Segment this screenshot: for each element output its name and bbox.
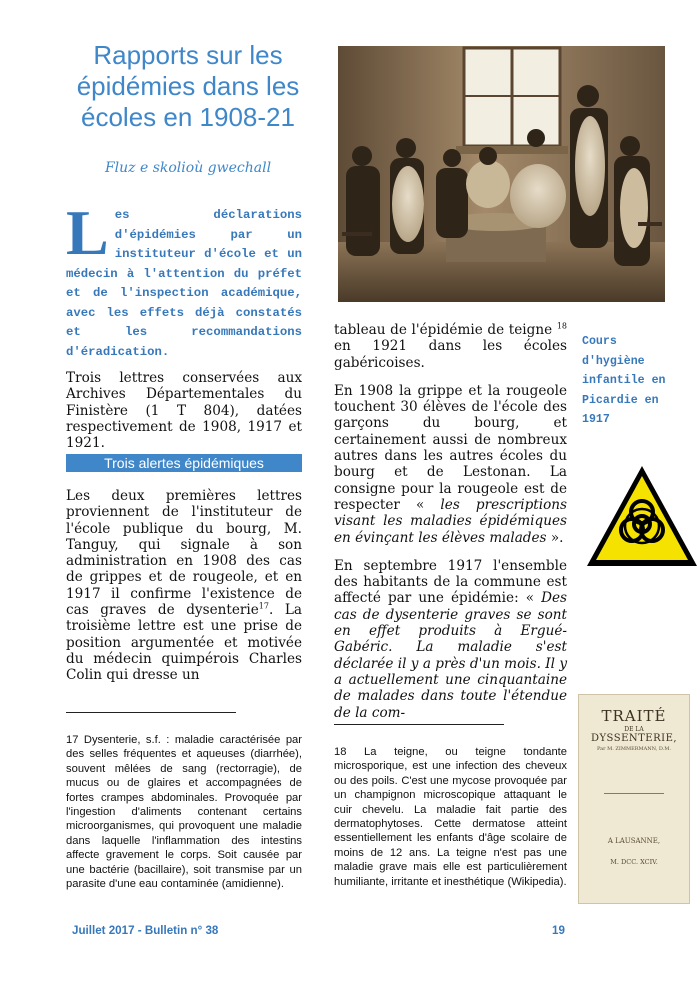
- col2-text: ».: [546, 529, 564, 546]
- title-line: épidémies dans les: [76, 71, 300, 101]
- footnote-divider: [66, 712, 236, 713]
- quote: Des cas de dysenterie graves se sont en effet produits à Ergué-Gabéric. La maladie s'est déclarée il y a près d'un mois. Il y a actuellement une cinquantaine de malades dans toute l'étendue de la com-: [334, 590, 567, 721]
- footnote-17: 17 Dysenterie, s.f. : maladie caractérisée par des selles fréquentes et aqueuses (diarrhée), souvent mêlées de sang (rectorragie), de mucus ou de glaires et accompagnées de fortes crampes abdominales. Provoquée par l'ingestion d'aliments contenant certains microorganismes, qui provoquent une maladie dans laquelle l'inflammation des intestins affecte gravement le corps. Soit causée par une bactérie (bacillaire), soit transmise par un parasite d'une eau contaminée (amidienne).: [66, 734, 302, 891]
- book-cover-image: [578, 694, 690, 904]
- title-line: Rapports sur les: [93, 40, 283, 70]
- col2-text: tableau de l'épidémie de teigne: [334, 322, 553, 338]
- footer-issue: Juillet 2017 - Bulletin n° 38: [72, 924, 219, 937]
- biohazard-icon: [584, 462, 700, 570]
- col2-text: en 1921 dans les écoles gabéricoises.: [334, 338, 567, 371]
- title-line: écoles en 1908-21: [81, 102, 295, 132]
- book-de: DE LA: [624, 726, 644, 733]
- photo-image: [338, 46, 665, 302]
- book-author: Par M. ZIMMERMANN, D.M.: [597, 746, 671, 752]
- lead-text: es déclarations d'épidémies par un instituteur d'école et un médecin à l'attention du préfet et de l'inspection académique, avec les effets déjà constatés et les recommandations d'éradication.: [66, 208, 302, 359]
- intro-paragraph: Trois lettres conservées aux Archives Départementales du Finistère (1 T 804), datées respectivement de 1908, 1917 et 1921.: [66, 370, 302, 452]
- col2-paragraph: [334, 558, 567, 721]
- col2-text: En 1908 la grippe et la rougeole touchent 30 élèves de l'école des garçons du bourg, et certainement aussi de nombreux autres dans les autres écoles du bourg et de Lestonan. La consigne pour la rougeole est de respecter «: [334, 382, 567, 513]
- column1-paragraph: [66, 488, 302, 684]
- footnote-ref-17[interactable]: 17: [258, 601, 269, 611]
- book-divider: [604, 793, 664, 794]
- drop-cap: L: [66, 197, 109, 268]
- lead-paragraph: [66, 197, 302, 362]
- book-year: M. DCC. XCIV.: [610, 858, 658, 866]
- col2-paragraph: [334, 322, 567, 371]
- footnote-ref-18[interactable]: 18: [556, 321, 567, 331]
- page-subtitle: Fluz e skolioù gwechall: [104, 160, 272, 176]
- page-number: 19: [552, 924, 565, 937]
- col2-text: En septembre 1917 l'ensemble des habitants de la commune est affecté par une épidémie: «: [334, 557, 567, 607]
- quote: les prescriptions visant les maladies épidémiques en évinçant les élèves malades: [334, 496, 568, 546]
- page-title: [62, 40, 314, 133]
- col1-text-cont: . La troisième lettre est une prise de position argumentée et motivée du médecin quimpérois Charles Colin qui dresse un: [66, 602, 302, 684]
- footnote-18: 18 La teigne, ou teigne tondante microsporique, est une infection des cheveux ou des poils. C'est une mycose provoquée par un champignon microscopique attaquant le cuir chevelu. La maladie fait partie des dermatophytoses. Cette dermatose atteint essentiellement les enfants d'âge scolaire de moins de 12 ans. La teigne n'est pas une maladie grave mais elle est particulièrement humiliante, irritante et inesthétique (Wikipedia).: [334, 746, 567, 888]
- col2-paragraph: [334, 383, 567, 546]
- column2: [334, 322, 567, 733]
- book-subject: DYSSENTERIE,: [590, 733, 678, 744]
- footnote-divider: [334, 724, 504, 725]
- book-place: A LAUSANNE,: [607, 837, 661, 845]
- col1-text: Les deux premières lettres proviennent de l'instituteur de l'école publique du bourg, M. Tanguy, qui signale à son administration en 1908 des cas de grippes et de rougeole, et en 1917 il confirme l'existence de cas graves de dysenterie: [66, 488, 302, 619]
- section-heading: Trois alertes épidémiques: [66, 454, 302, 472]
- photo-caption: Cours d'hygiène infantile en Picardie en 1917: [582, 335, 666, 426]
- historical-photo: [338, 46, 665, 302]
- book-title: TRAITÉ: [601, 707, 667, 725]
